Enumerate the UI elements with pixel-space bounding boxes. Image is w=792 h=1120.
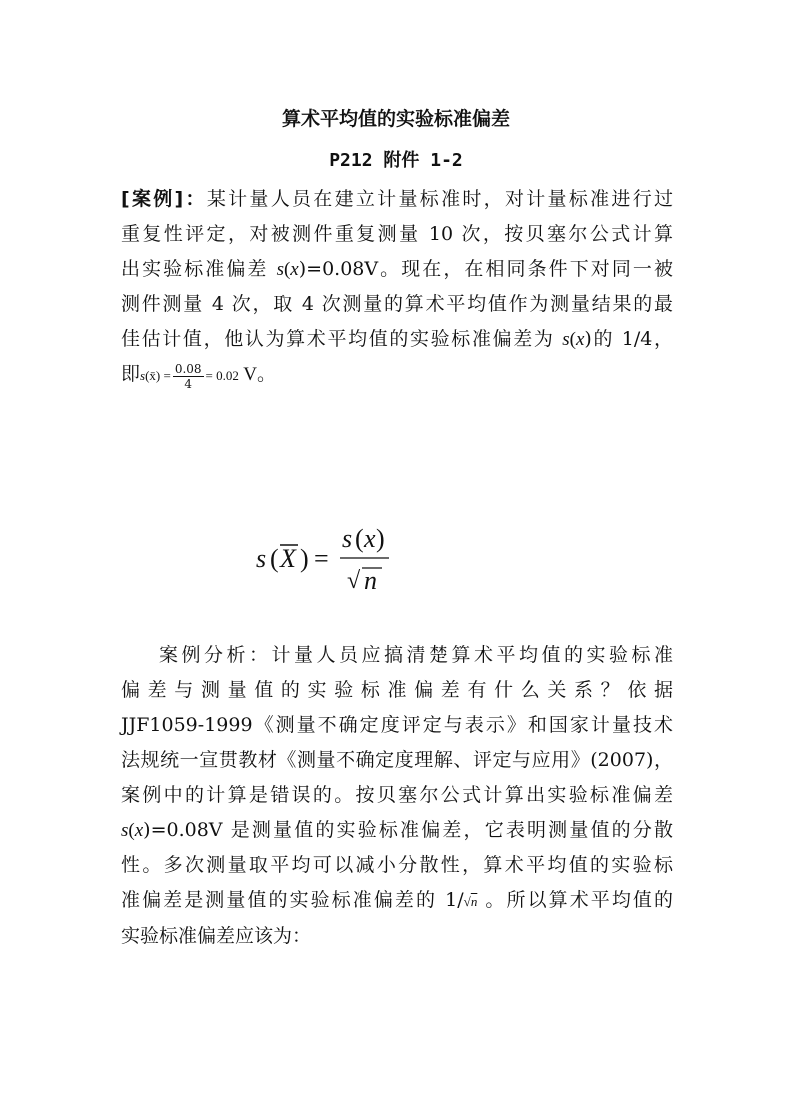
formula-lhs-open: ( <box>270 544 279 573</box>
inline-sqrt: √n <box>463 894 478 909</box>
formula-lhs-close: ) <box>300 544 309 573</box>
formula-equals: = <box>314 544 329 573</box>
example-line-6: 即s(x̄) = $\frac{0.08}{4}$ = 0.02 V。 <box>121 362 277 391</box>
example-line-3: 出实验标准偏差 s(x)=0.08V。现在，在相同条件下对同一被 <box>121 258 673 280</box>
analysis-line-9: 实验标准偏差应该为： <box>121 925 312 947</box>
analysis-line-7: 性。多次测量取平均可以减小分散性，算术平均值的实验标 <box>121 854 673 876</box>
analysis-line-6: s(x)=0.08V 是测量值的实验标准偏差，它表明测量值的分散 <box>121 819 673 841</box>
analysis-paragraph <box>121 638 673 954</box>
example-line-2: 重复性评定，对被测件重复测量 10 次，按贝塞尔公式计算 <box>121 223 673 245</box>
document-subtitle: P212 附件 1-2 <box>329 150 463 171</box>
analysis-line-2: 偏差与测量值的实验标准偏差有什么关系？依据 <box>121 679 673 701</box>
analysis-line-8: 准偏差是测量值的实验标准偏差的 1/√n 。所以算术平均值的 <box>121 889 673 911</box>
formula-sqrt-sign: √ <box>347 568 361 594</box>
example-label: [案例]： <box>121 188 207 210</box>
formula-lhs-s: s <box>256 544 267 573</box>
analysis-line-5: 案例中的计算是错误的。按贝塞尔公式计算出实验标准偏差 <box>121 784 673 806</box>
example-line-5: 佳估计值，他认为算术平均值的实验标准偏差为 s(x)的 1/4， <box>121 328 673 350</box>
display-formula <box>256 518 416 598</box>
formula-num-x: x <box>364 524 376 553</box>
formula-den-n: n <box>364 566 377 595</box>
analysis-line-4: 法规统一宣贯教材《测量不确定度理解、评定与应用》(2007)， <box>121 749 673 771</box>
formula-num-close: ) <box>376 524 385 553</box>
formula-num-s: s <box>342 524 353 553</box>
example-line-1: [案例]：某计量人员在建立计量标准时，对计量标准进行过 <box>121 188 673 210</box>
formula-num-open: ( <box>355 524 364 553</box>
inline-fraction: $\frac{0.08}{4}$ <box>174 362 202 391</box>
analysis-line-1: 案例分析：计量人员应搞清楚算术平均值的实验标准 <box>159 644 673 666</box>
example-paragraph <box>121 182 673 394</box>
inline-formula: s(x̄) = $\frac{0.08}{4}$ = 0.02 <box>140 362 239 391</box>
document-title: 算术平均值的实验标准偏差 <box>281 108 510 130</box>
analysis-line-3: JJF1059-1999《测量不确定度评定与表示》和国家计量技术 <box>121 714 673 736</box>
formula-lhs-X: X <box>280 544 296 573</box>
example-line-4: 测件测量 4 次，取 4 次测量的算术平均值作为测量结果的最 <box>121 293 673 315</box>
